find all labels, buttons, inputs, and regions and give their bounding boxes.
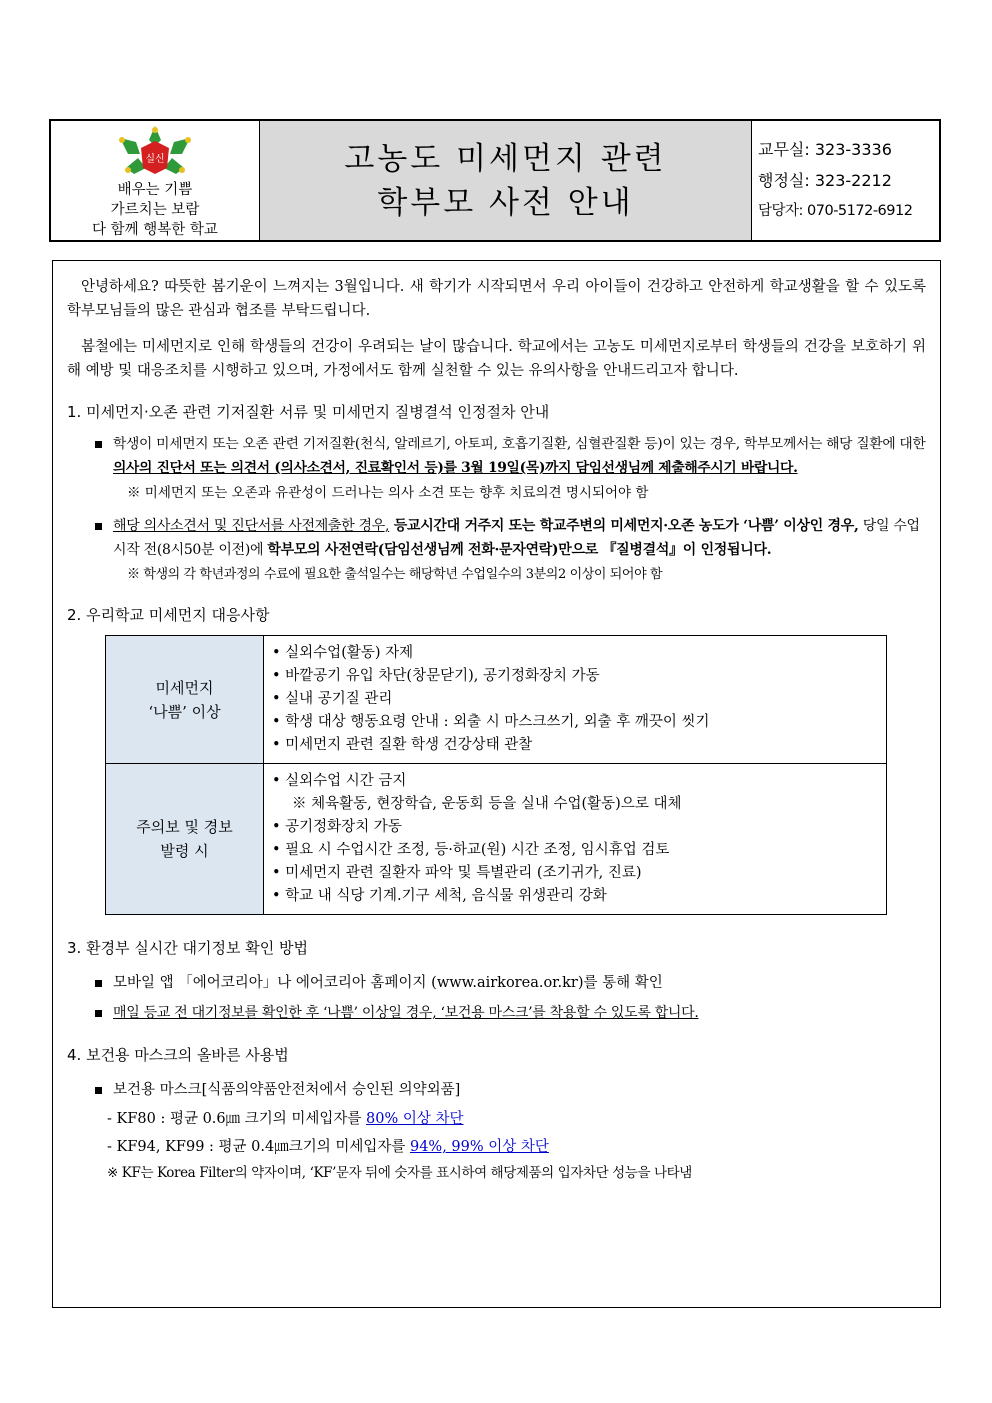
list-item: • 학교 내 식당 기계.기구 세척, 음식물 위생관리 강화 bbox=[272, 888, 607, 904]
section-4-dash-2 bbox=[67, 1133, 926, 1161]
section-4-note: ※ KF는 Korea Filter의 약자이며, ‘KF’문자 뒤에 숫자를 표시하여 해당제품의 입자차단 성능을 나타냄 bbox=[107, 1165, 692, 1181]
contact-label: 교무실: bbox=[758, 140, 810, 159]
header-box bbox=[49, 119, 941, 242]
list-item: • 실외수업(활동) 자제 bbox=[272, 645, 414, 661]
response-table bbox=[105, 635, 887, 915]
doc-title-line-1: 고농도 미세먼지 관련 bbox=[344, 140, 667, 177]
bullet-text-emphasis: 의사의 진단서 또는 의견서 (의사소견서, 진료확인서 등)를 3월 19일(목)까지 담임선생님께 제출해주시기 바랍니다. bbox=[113, 460, 798, 476]
bullet-text: 모바일 앱 「에어코리아」나 에어코리아 홈페이지 (www.airkorea.or.kr)를 통해 확인 bbox=[113, 975, 663, 991]
table-row bbox=[106, 636, 887, 764]
title-cell bbox=[260, 121, 752, 240]
section-3-title: 3. 환경부 실시간 대기정보 확인 방법 bbox=[67, 939, 309, 957]
contact-row bbox=[758, 196, 939, 227]
dash-text-highlight: 80% 이상 차단 bbox=[366, 1111, 464, 1127]
section-4-bullet-1 bbox=[67, 1075, 926, 1105]
list-item: • 실외수업 시간 금지 bbox=[272, 773, 407, 789]
list-item: • 실내 공기질 관리 bbox=[272, 691, 393, 707]
contact-value: 323-3336 bbox=[814, 140, 892, 159]
dash-text-highlight: 94%, 99% 이상 차단 bbox=[409, 1139, 549, 1155]
list-item-note: ※ 체육활동, 현장학습, 운동회 등을 실내 수업(활동)으로 대체 bbox=[292, 796, 682, 812]
section-1-bullet-1 bbox=[67, 432, 926, 480]
contact-row bbox=[758, 165, 939, 196]
dash-text: - KF80 : 평균 0.6㎛ 크기의 미세입자를 bbox=[107, 1111, 367, 1127]
motto-line-3: 다 함께 행복한 학교 bbox=[92, 222, 218, 238]
contact-value: 070-5172-6912 bbox=[807, 203, 913, 219]
bullet-text-underline: 매일 등교 전 대기정보를 확인한 후 ‘나쁨’ 이상일 경우, ‘보건용 마스크’를 착용할 수 있도록 합니다. bbox=[113, 1005, 699, 1021]
table-row-label bbox=[106, 764, 264, 915]
table-row-label bbox=[106, 636, 264, 764]
label-line: 미세먼지 bbox=[155, 678, 214, 697]
section-2-title: 2. 우리학교 미세먼지 대응사항 bbox=[67, 606, 270, 624]
logo-cell bbox=[51, 121, 260, 240]
contact-label: 담당자: bbox=[758, 203, 803, 219]
intro-paragraph-2: 봄철에는 미세먼지로 인해 학생들의 건강이 우려되는 날이 많습니다. 학교에서는 고농도 미세먼지로부터 학생들의 건강을 보호하기 위해 예방 및 대응조치를 시행하고 있으며, 가정에서도 함께 실천할 수 있는 유의사항을 안내드리고자 합니다. bbox=[67, 339, 926, 379]
motto-line-1: 배우는 기쁨 bbox=[117, 182, 193, 198]
bullet-text-bold: 등교시간대 거주지 또는 학교주변의 미세먼지·오존 농도가 ‘나쁨’ 이상인 경우, bbox=[389, 518, 859, 534]
label-line: 발령 시 bbox=[160, 842, 209, 860]
section-1-title: 1. 미세먼지·오존 관련 기저질환 서류 및 미세먼지 질병결석 인정절차 안내 bbox=[67, 403, 550, 421]
section-3-bullet-2 bbox=[67, 998, 926, 1028]
square-bullet-icon bbox=[95, 523, 102, 530]
square-bullet-icon bbox=[95, 1087, 102, 1094]
bullet-text: 당일 수업 시작 전(8시50분 이전)에 bbox=[113, 518, 920, 558]
doc-title-line-2: 학부모 사전 안내 bbox=[377, 184, 634, 221]
square-bullet-icon bbox=[95, 1010, 102, 1017]
list-item: • 미세먼지 관련 질환자 파악 및 특별관리 (조기귀가, 진료) bbox=[272, 865, 642, 881]
table-row-items bbox=[264, 636, 887, 764]
square-bullet-icon bbox=[95, 980, 102, 987]
main-content bbox=[52, 260, 941, 1308]
list-item: • 필요 시 수업시간 조정, 등·하교(원) 시간 조정, 임시휴업 검토 bbox=[272, 842, 670, 858]
list-item: • 바깥공기 유입 차단(창문닫기), 공기정화장치 가동 bbox=[272, 668, 600, 684]
dash-text: - KF94, KF99 : 평균 0.4㎛크기의 미세입자를 bbox=[107, 1139, 410, 1155]
motto-line-2: 가르치는 보람 bbox=[110, 202, 200, 218]
intro-paragraph-1: 안녕하세요? 따뜻한 봄기운이 느껴지는 3월입니다. 새 학기가 시작되면서 우리 아이들이 건강하고 안전하게 학교생활을 할 수 있도록 학부모님들의 많은 관심과 협조를 부탁드립니다. bbox=[67, 279, 926, 319]
section-3-bullet-1 bbox=[67, 968, 926, 998]
table-row bbox=[106, 764, 887, 915]
contact-cell bbox=[752, 121, 939, 240]
square-bullet-icon bbox=[95, 441, 102, 448]
school-logo bbox=[112, 124, 198, 180]
section-4-title: 4. 보건용 마스크의 올바른 사용법 bbox=[67, 1046, 289, 1064]
contact-row bbox=[758, 134, 939, 165]
list-item: • 공기정화장치 가동 bbox=[272, 819, 402, 835]
list-item: • 학생 대상 행동요령 안내 : 외출 시 마스크쓰기, 외출 후 깨끗이 씻기 bbox=[272, 714, 710, 730]
section-1-note-1: ※ 미세먼지 또는 오존과 유관성이 드러나는 의사 소견 또는 향후 치료의견 명시되어야 함 bbox=[127, 485, 649, 501]
bullet-text: 보건용 마스크[식품의약품안전처에서 승인된 의약외품] bbox=[113, 1082, 461, 1098]
table-row-items bbox=[264, 764, 887, 915]
bullet-text-underline: 해당 의사소견서 및 진단서를 사전제출한 경우, bbox=[113, 518, 390, 534]
logo-text: 실신 bbox=[145, 154, 165, 165]
contact-label: 행정실: bbox=[758, 171, 810, 190]
bullet-text-bold: 학부모의 사전연락(담임선생님께 전화·문자연락)만으로 『질병결석』이 인정됩니다. bbox=[267, 542, 772, 558]
bullet-text: 학생이 미세먼지 또는 오존 관련 기저질환(천식, 알레르기, 아토피, 호흡기질환, 심혈관질환 등)이 있는 경우, 학부모께서는 해당 질환에 대한 bbox=[113, 436, 926, 452]
contact-value: 323-2212 bbox=[814, 171, 892, 190]
label-line: ‘나쁨’ 이상 bbox=[148, 702, 221, 721]
list-item: • 미세먼지 관련 질환 학생 건강상태 관찰 bbox=[272, 737, 533, 753]
section-1-bullet-2 bbox=[67, 514, 926, 562]
section-4-dash-1 bbox=[67, 1105, 926, 1133]
label-line: 주의보 및 경보 bbox=[136, 818, 233, 836]
section-1-note-2: ※ 학생의 각 학년과정의 수료에 필요한 출석일수는 해당학년 수업일수의 3분의2 이상이 되어야 함 bbox=[127, 567, 663, 582]
